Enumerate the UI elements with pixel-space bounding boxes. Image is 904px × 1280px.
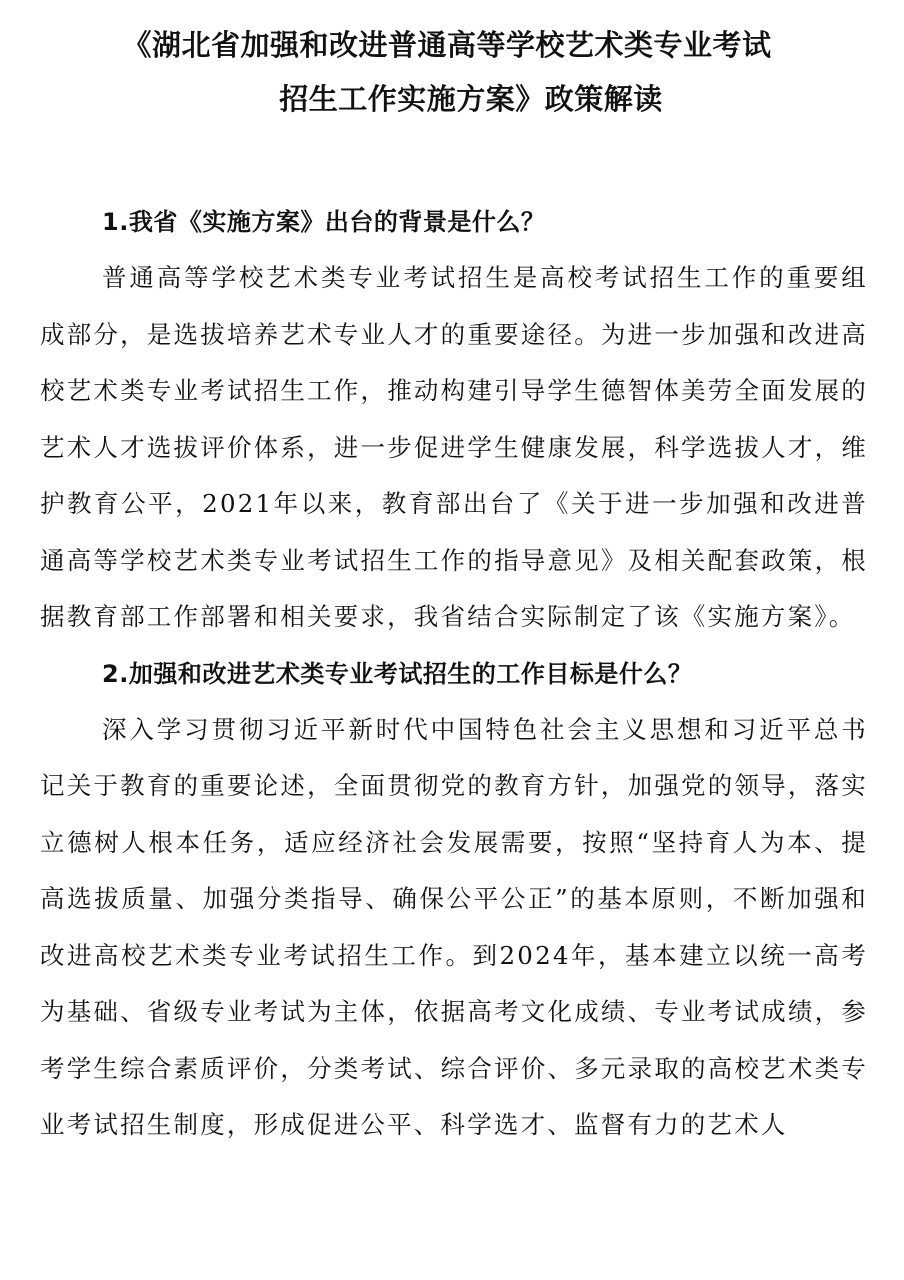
document-title-line-2: 招生工作实施方案》政策解读 (279, 82, 663, 116)
section-2-paragraph: 深入学习贯彻习近平新时代中国特色社会主义思想和习近平总书记关于教育的重要论述，全面贯彻党的教育方针，加强党的领导，落实立德树人根本任务，适应经济社会发展需要，按照“坚持育人为本、提高选拔质量、加强分类指导、确保公平公正”的基本原则，不断加强和改进高校艺术类专业考试招生工作。到2024年，基本建立以统一高考为基础、省级专业考试为主体，依据高考文化成绩、专业考试成绩，参考学生综合素质评价，分类考试、综合评价、多元录取的高校艺术类专业考试招生制度，形成促进公平、科学选才、监督有力的艺术人 (40, 714, 868, 1139)
section-goals (40, 646, 868, 1154)
document-title-line-1: 《湖北省加强和改进普通高等学校艺术类专业考试 (122, 28, 772, 62)
section-background (40, 194, 868, 646)
section-2-heading: 2.加强和改进艺术类专业考试招生的工作目标是什么？ (102, 659, 693, 688)
section-1-paragraph: 普通高等学校艺术类专业考试招生是高校考试招生工作的重要组成部分，是选拔培养艺术专业人才的重要途径。为进一步加强和改进高校艺术类专业考试招生工作，推动构建引导学生德智体美劳全面发展的艺术人才选拔评价体系，进一步促进学生健康发展，科学选拔人才，维护教育公平，2021年以来，教育部出台了《关于进一步加强和改进普通高等学校艺术类专业考试招生工作的指导意见》及相关配套政策，根据教育部工作部署和相关要求，我省结合实际制定了该《实施方案》。 (40, 263, 868, 631)
document-title (40, 0, 868, 126)
section-1-heading: 1.我省《实施方案》出台的背景是什么？ (102, 208, 546, 236)
